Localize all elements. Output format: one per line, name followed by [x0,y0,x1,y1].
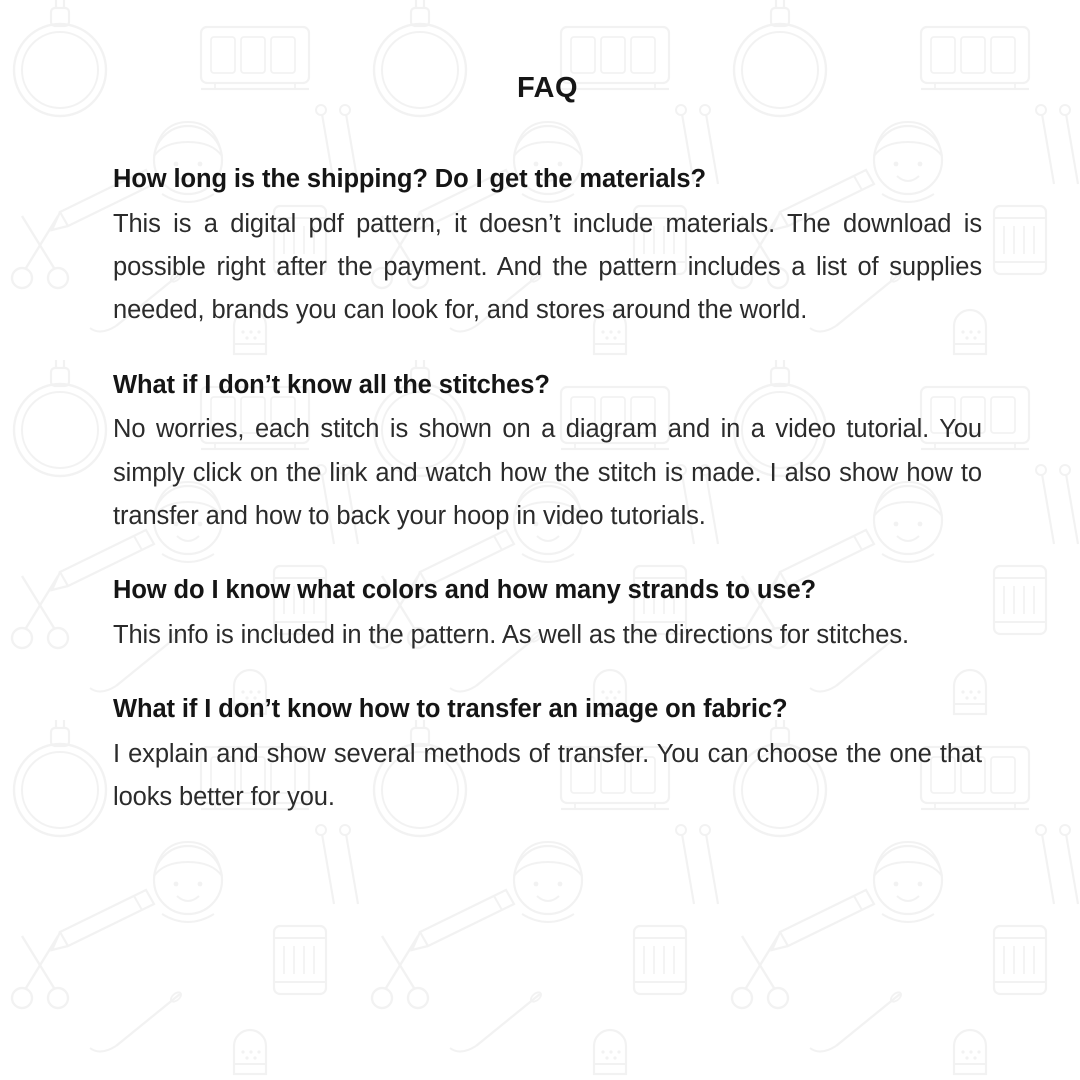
faq-question: What if I don’t know how to transfer an image on fabric? [113,695,788,724]
faq-question: What if I don’t know all the stitches? [113,370,550,399]
faq-question: How do I know what colors and how many strands to use? [113,576,817,605]
faq-answer: This is a digital pdf pattern, it doesn’t include materials. The download is possible right after the payment. And the pattern includes a list of supplies needed, brands you can look for, and stores around the world. [113,209,982,325]
faq-answer: This info is included in the pattern. As well as the directions for stitches. [113,621,909,650]
faq-answer: No worries, each stitch is shown on a diagram and in a video tutorial. You simply click on the link and watch how the stitch is made. I also show how to transfer and how to back your hoop in video tutorials. [113,415,982,531]
faq-answer: I explain and show several methods of transfer. You can choose the one that looks better for you. [113,740,982,812]
faq-question: How long is the shipping? Do I get the materials? [113,165,706,193]
faq-item [113,369,982,539]
faq-item [113,163,982,333]
page-title: FAQ [516,72,579,104]
faq-item [113,574,982,657]
faq-item [113,693,982,819]
